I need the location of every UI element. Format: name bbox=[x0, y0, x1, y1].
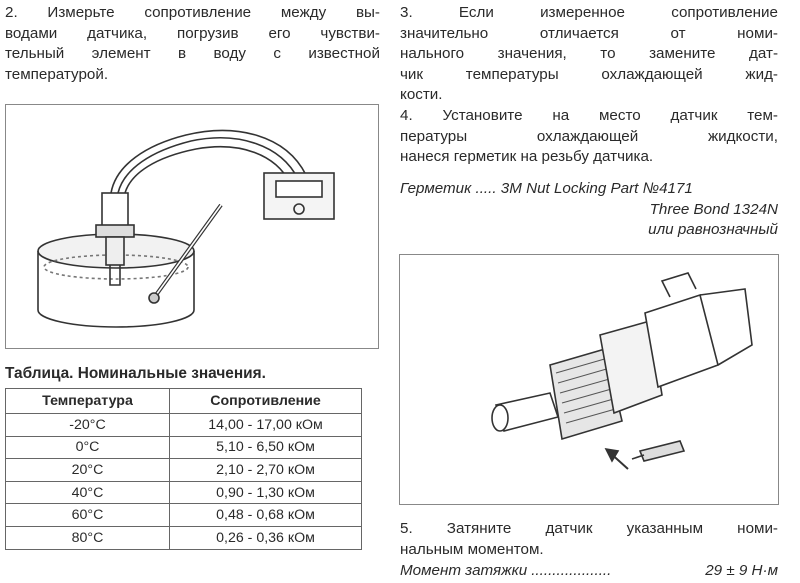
cell-resistance: 2,10 - 2,70 кОм bbox=[170, 459, 362, 482]
cell-resistance: 5,10 - 6,50 кОм bbox=[170, 436, 362, 459]
table-row bbox=[6, 504, 362, 527]
step-3-text bbox=[400, 3, 778, 106]
step-4-line: нанеся герметик на резьбу датчика. bbox=[400, 148, 654, 166]
cell-temperature: 20°C bbox=[6, 459, 170, 482]
step-4-line: пературы охлаждающей жидкости, bbox=[400, 127, 778, 145]
sealant-line: Герметик ..... 3M Nut Locking Part №4171 bbox=[400, 180, 693, 197]
nominal-values-table bbox=[5, 388, 362, 550]
table-row bbox=[6, 436, 362, 459]
sealant-spec bbox=[400, 179, 778, 241]
sensor-sealant-illustration bbox=[400, 255, 778, 504]
header-temperature: Температура bbox=[6, 389, 170, 414]
step-2-line: тельный элемент в воду с известной bbox=[5, 45, 380, 63]
torque-dots: ................... bbox=[531, 562, 612, 579]
sealant-line: Three Bond 1324N bbox=[649, 200, 778, 218]
torque-label: Момент затяжки bbox=[400, 562, 528, 579]
cell-resistance: 0,90 - 1,30 кОм bbox=[170, 481, 362, 504]
table-row bbox=[6, 481, 362, 504]
table-row bbox=[6, 526, 362, 549]
table-header-row bbox=[6, 389, 362, 414]
step-2-line: водами датчика, погрузив его чувстви- bbox=[5, 24, 380, 42]
step-4-text bbox=[400, 106, 778, 168]
cell-resistance: 0,48 - 0,68 кОм bbox=[170, 504, 362, 527]
figure-sensor-in-water bbox=[5, 104, 379, 349]
cell-resistance: 14,00 - 17,00 кОм bbox=[170, 414, 362, 437]
step-3-line: значительно отличается от номи- bbox=[400, 24, 778, 42]
step-2-line: температурой. bbox=[5, 65, 109, 83]
figure-sensor-sealant bbox=[399, 254, 779, 505]
torque-value: 29 ± 9 Н·м bbox=[705, 562, 778, 579]
step-2-text bbox=[5, 3, 380, 85]
step-3-line: кости. bbox=[400, 86, 443, 104]
cell-temperature: 60°C bbox=[6, 504, 170, 527]
step-5-line: 5. Затяните датчик указанным номи- bbox=[400, 520, 778, 537]
cell-temperature: -20°C bbox=[6, 414, 170, 437]
step-5-line: нальным моментом. bbox=[400, 540, 544, 558]
cell-temperature: 40°C bbox=[6, 481, 170, 504]
cell-temperature: 80°C bbox=[6, 526, 170, 549]
step-2-line: 2. Измерьте сопротивление между вы- bbox=[5, 4, 380, 21]
step-4-line: 4. Установите на место датчик тем- bbox=[400, 107, 778, 124]
table-caption: Таблица. Номинальные значения. bbox=[5, 365, 266, 382]
sensor-water-illustration bbox=[6, 105, 378, 348]
cell-resistance: 0,26 - 0,36 кОм bbox=[170, 526, 362, 549]
step-3-line: чик температуры охлаждающей жид- bbox=[400, 65, 778, 83]
step-3-line: нального значения, то замените дат- bbox=[400, 45, 778, 63]
header-resistance: Сопротивление bbox=[170, 389, 362, 414]
table-row bbox=[6, 414, 362, 437]
torque-spec bbox=[400, 561, 778, 582]
sealant-line: или равнозначный bbox=[648, 221, 778, 239]
cell-temperature: 0°C bbox=[6, 436, 170, 459]
step-5-text bbox=[400, 519, 778, 560]
table-row bbox=[6, 459, 362, 482]
step-3-line: 3. Если измеренное сопротивление bbox=[400, 4, 778, 21]
